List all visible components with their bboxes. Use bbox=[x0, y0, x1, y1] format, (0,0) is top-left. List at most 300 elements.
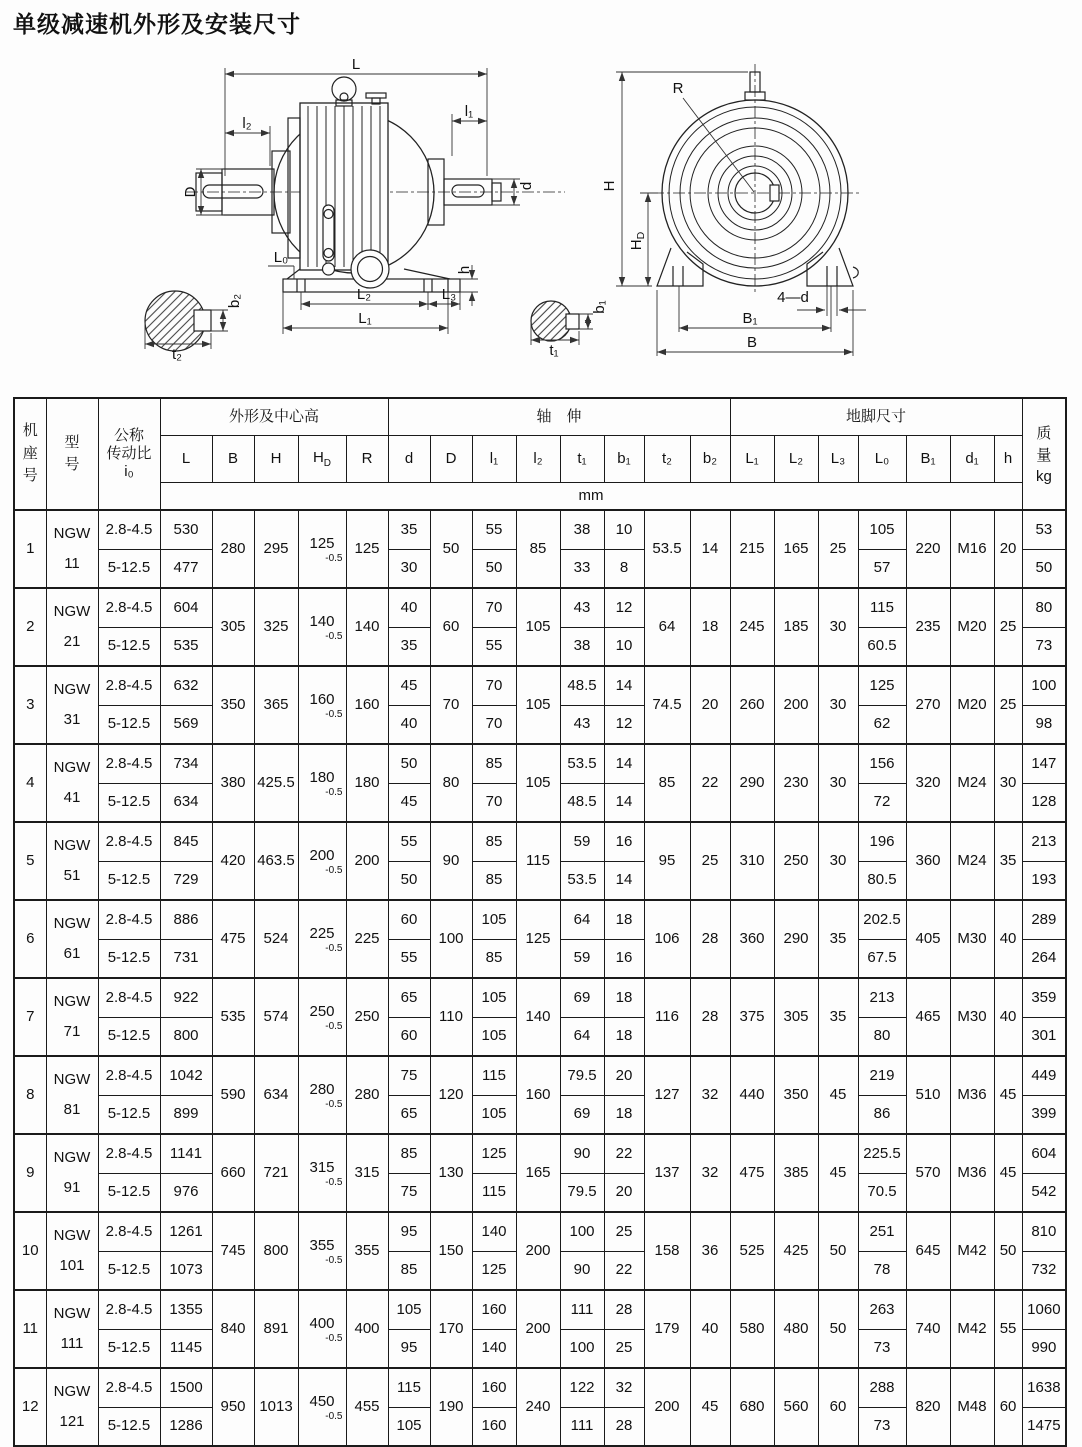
cell-L0-bottom: 70.5 bbox=[858, 1173, 906, 1212]
cell-L-bottom: 731 bbox=[160, 939, 212, 978]
cell-L2: 560 bbox=[774, 1368, 818, 1446]
col-header-l1: l₁ bbox=[472, 436, 516, 483]
cell-t2: 85 bbox=[644, 744, 690, 822]
cell-HD: 280 -0.5 bbox=[298, 1056, 346, 1134]
cell-ratio-top: 2.8-4.5 bbox=[98, 1290, 160, 1329]
cell-d-top: 95 bbox=[388, 1212, 430, 1251]
cell-H: 524 bbox=[254, 900, 298, 978]
cell-D: 50 bbox=[430, 510, 472, 588]
cell-t1-bottom: 69 bbox=[560, 1095, 604, 1134]
cell-d-bottom: 30 bbox=[388, 549, 430, 588]
cell-L2: 385 bbox=[774, 1134, 818, 1212]
cell-d-top: 55 bbox=[388, 822, 430, 861]
col-header-mass: 质量 kg bbox=[1022, 398, 1066, 510]
dim-label-t2: t₂ bbox=[172, 346, 182, 363]
cell-ratio-top: 2.8-4.5 bbox=[98, 510, 160, 549]
col-header-b1: b₁ bbox=[604, 436, 644, 483]
cell-B: 660 bbox=[212, 1134, 254, 1212]
cell-D: 90 bbox=[430, 822, 472, 900]
cell-L0-bottom: 78 bbox=[858, 1251, 906, 1290]
cell-B: 280 bbox=[212, 510, 254, 588]
col-header-L2: L₂ bbox=[774, 436, 818, 483]
dim-label-l2: l₂ bbox=[242, 115, 252, 132]
cell-l1-bottom: 85 bbox=[472, 939, 516, 978]
cell-L-bottom: 1073 bbox=[160, 1251, 212, 1290]
cell-ratio-top: 2.8-4.5 bbox=[98, 666, 160, 705]
cell-ratio-bottom: 5-12.5 bbox=[98, 1251, 160, 1290]
cell-h: 40 bbox=[994, 978, 1022, 1056]
cell-frame: 7 bbox=[14, 978, 46, 1056]
cell-L-bottom: 569 bbox=[160, 705, 212, 744]
cell-frame: 10 bbox=[14, 1212, 46, 1290]
cell-B1: 270 bbox=[906, 666, 950, 744]
cell-l1-top: 70 bbox=[472, 666, 516, 705]
cell-ratio-top: 2.8-4.5 bbox=[98, 1134, 160, 1173]
cell-b1-bottom: 10 bbox=[604, 627, 644, 666]
cell-H: 800 bbox=[254, 1212, 298, 1290]
cell-mass-bottom: 98 bbox=[1022, 705, 1066, 744]
cell-d-top: 60 bbox=[388, 900, 430, 939]
cell-mass-top: 1060 bbox=[1022, 1290, 1066, 1329]
cell-B: 840 bbox=[212, 1290, 254, 1368]
cell-L0-top: 115 bbox=[858, 588, 906, 627]
cell-d-bottom: 45 bbox=[388, 783, 430, 822]
cell-L-top: 886 bbox=[160, 900, 212, 939]
dim-label-L0: L₀ bbox=[273, 249, 289, 266]
cell-model: NGW 41 bbox=[46, 744, 98, 822]
group-header-foundation: 地脚尺寸 bbox=[730, 398, 1022, 436]
cell-ratio-bottom: 5-12.5 bbox=[98, 1329, 160, 1368]
cell-h: 25 bbox=[994, 666, 1022, 744]
cell-l2: 105 bbox=[516, 744, 560, 822]
lifting-eye-icon bbox=[332, 77, 356, 101]
cell-l2: 160 bbox=[516, 1056, 560, 1134]
cell-b1-bottom: 14 bbox=[604, 783, 644, 822]
cell-b1-bottom: 28 bbox=[604, 1407, 644, 1446]
cell-t1-top: 69 bbox=[560, 978, 604, 1017]
cell-h: 40 bbox=[994, 900, 1022, 978]
cell-D: 130 bbox=[430, 1134, 472, 1212]
cell-d1: M30 bbox=[950, 900, 994, 978]
cell-l2: 115 bbox=[516, 822, 560, 900]
cell-b2: 18 bbox=[690, 588, 730, 666]
col-header-R: R bbox=[346, 436, 388, 483]
cell-L0-top: 156 bbox=[858, 744, 906, 783]
cell-d1: M24 bbox=[950, 744, 994, 822]
dim-label-R: R bbox=[672, 80, 684, 97]
cell-mass-bottom: 1475 bbox=[1022, 1407, 1066, 1446]
dim-label-t1: t₁ bbox=[549, 342, 559, 359]
cell-d1: M36 bbox=[950, 1056, 994, 1134]
cell-h: 50 bbox=[994, 1212, 1022, 1290]
cell-b2: 32 bbox=[690, 1134, 730, 1212]
cell-L0-top: 219 bbox=[858, 1056, 906, 1095]
cell-t1-top: 100 bbox=[560, 1212, 604, 1251]
cell-frame: 3 bbox=[14, 666, 46, 744]
cell-L1: 360 bbox=[730, 900, 774, 978]
cell-d-bottom: 75 bbox=[388, 1173, 430, 1212]
dim-label-B: B bbox=[746, 334, 758, 351]
col-header-d: d bbox=[388, 436, 430, 483]
cell-d1: M30 bbox=[950, 978, 994, 1056]
cell-l1-bottom: 105 bbox=[472, 1017, 516, 1056]
cell-mass-bottom: 50 bbox=[1022, 549, 1066, 588]
cell-b1-top: 10 bbox=[604, 510, 644, 549]
cell-ratio-bottom: 5-12.5 bbox=[98, 1173, 160, 1212]
cell-ratio-bottom: 5-12.5 bbox=[98, 1407, 160, 1446]
cell-ratio-top: 2.8-4.5 bbox=[98, 900, 160, 939]
cell-mass-bottom: 399 bbox=[1022, 1095, 1066, 1134]
cell-B1: 510 bbox=[906, 1056, 950, 1134]
cell-L0-bottom: 57 bbox=[858, 549, 906, 588]
cell-model: NGW 11 bbox=[46, 510, 98, 588]
cell-l1-top: 105 bbox=[472, 900, 516, 939]
cell-t2: 179 bbox=[644, 1290, 690, 1368]
cell-mass-top: 449 bbox=[1022, 1056, 1066, 1095]
col-header-model: 型号 bbox=[46, 398, 98, 510]
cell-L3: 45 bbox=[818, 1056, 858, 1134]
cell-B1: 820 bbox=[906, 1368, 950, 1446]
cell-B: 305 bbox=[212, 588, 254, 666]
cell-L0-bottom: 62 bbox=[858, 705, 906, 744]
cell-L-top: 632 bbox=[160, 666, 212, 705]
col-header-B1: B₁ bbox=[906, 436, 950, 483]
cell-ratio-top: 2.8-4.5 bbox=[98, 1056, 160, 1095]
dim-label-H: H bbox=[601, 180, 618, 192]
dim-label-B1: B₁ bbox=[742, 310, 758, 327]
dim-label-d: d bbox=[518, 181, 535, 191]
cell-L3: 30 bbox=[818, 744, 858, 822]
cell-B: 380 bbox=[212, 744, 254, 822]
cell-d1: M42 bbox=[950, 1212, 994, 1290]
cell-frame: 2 bbox=[14, 588, 46, 666]
cell-L-top: 1500 bbox=[160, 1368, 212, 1407]
cell-ratio-bottom: 5-12.5 bbox=[98, 549, 160, 588]
side-view-drawing bbox=[186, 77, 565, 292]
cell-B1: 645 bbox=[906, 1212, 950, 1290]
cell-L2: 480 bbox=[774, 1290, 818, 1368]
cell-L2: 200 bbox=[774, 666, 818, 744]
cell-mass-bottom: 542 bbox=[1022, 1173, 1066, 1212]
cell-b1-top: 28 bbox=[604, 1290, 644, 1329]
dim-label-L: L bbox=[351, 56, 361, 73]
unit-row: mm bbox=[160, 483, 1022, 511]
cell-l1-top: 125 bbox=[472, 1134, 516, 1173]
cell-L2: 165 bbox=[774, 510, 818, 588]
cell-b2: 22 bbox=[690, 744, 730, 822]
cell-b1-bottom: 8 bbox=[604, 549, 644, 588]
cell-L0-bottom: 86 bbox=[858, 1095, 906, 1134]
cell-t2: 200 bbox=[644, 1368, 690, 1446]
cell-HD: 200 -0.5 bbox=[298, 822, 346, 900]
cell-b1-top: 16 bbox=[604, 822, 644, 861]
cell-B1: 360 bbox=[906, 822, 950, 900]
cell-b2: 28 bbox=[690, 900, 730, 978]
cell-D: 80 bbox=[430, 744, 472, 822]
cell-L0-bottom: 60.5 bbox=[858, 627, 906, 666]
cell-t2: 137 bbox=[644, 1134, 690, 1212]
cell-b2: 36 bbox=[690, 1212, 730, 1290]
cell-L-bottom: 535 bbox=[160, 627, 212, 666]
cell-ratio-bottom: 5-12.5 bbox=[98, 1017, 160, 1056]
cell-h: 30 bbox=[994, 744, 1022, 822]
cell-ratio-bottom: 5-12.5 bbox=[98, 1095, 160, 1134]
cell-b2: 45 bbox=[690, 1368, 730, 1446]
cell-b1-bottom: 22 bbox=[604, 1251, 644, 1290]
cell-D: 110 bbox=[430, 978, 472, 1056]
cell-b2: 14 bbox=[690, 510, 730, 588]
cell-l1-top: 70 bbox=[472, 588, 516, 627]
cell-d-bottom: 55 bbox=[388, 939, 430, 978]
cell-d1: M20 bbox=[950, 588, 994, 666]
cell-b2: 25 bbox=[690, 822, 730, 900]
cell-t1-top: 53.5 bbox=[560, 744, 604, 783]
cell-L1: 260 bbox=[730, 666, 774, 744]
cell-b1-bottom: 25 bbox=[604, 1329, 644, 1368]
cell-t1-bottom: 38 bbox=[560, 627, 604, 666]
cell-b2: 40 bbox=[690, 1290, 730, 1368]
cell-d-bottom: 60 bbox=[388, 1017, 430, 1056]
cell-L-top: 845 bbox=[160, 822, 212, 861]
col-header-h: h bbox=[994, 436, 1022, 483]
cell-frame: 11 bbox=[14, 1290, 46, 1368]
cell-mass-top: 213 bbox=[1022, 822, 1066, 861]
cell-b1-top: 18 bbox=[604, 900, 644, 939]
cell-L3: 45 bbox=[818, 1134, 858, 1212]
cell-model: NGW 91 bbox=[46, 1134, 98, 1212]
col-header-b2: b₂ bbox=[690, 436, 730, 483]
cell-mass-bottom: 301 bbox=[1022, 1017, 1066, 1056]
cell-l1-top: 160 bbox=[472, 1368, 516, 1407]
cell-HD: 450 -0.5 bbox=[298, 1368, 346, 1446]
cell-t1-top: 79.5 bbox=[560, 1056, 604, 1095]
col-header-D: D bbox=[430, 436, 472, 483]
cell-b1-bottom: 18 bbox=[604, 1017, 644, 1056]
cell-ratio-bottom: 5-12.5 bbox=[98, 783, 160, 822]
cell-L0-top: 105 bbox=[858, 510, 906, 549]
cell-b1-top: 12 bbox=[604, 588, 644, 627]
cell-mass-top: 359 bbox=[1022, 978, 1066, 1017]
cell-H: 365 bbox=[254, 666, 298, 744]
cell-L3: 60 bbox=[818, 1368, 858, 1446]
dim-label-b2: b₂ bbox=[226, 293, 243, 309]
cell-l1-bottom: 55 bbox=[472, 627, 516, 666]
cell-H: 891 bbox=[254, 1290, 298, 1368]
cell-L-top: 530 bbox=[160, 510, 212, 549]
cell-ratio-top: 2.8-4.5 bbox=[98, 744, 160, 783]
cell-model: NGW 111 bbox=[46, 1290, 98, 1368]
cell-L0-bottom: 80.5 bbox=[858, 861, 906, 900]
cell-d-bottom: 105 bbox=[388, 1407, 430, 1446]
cell-mass-bottom: 264 bbox=[1022, 939, 1066, 978]
cell-L3: 50 bbox=[818, 1290, 858, 1368]
technical-drawings bbox=[0, 38, 1082, 393]
cell-L2: 230 bbox=[774, 744, 818, 822]
cell-L0-bottom: 73 bbox=[858, 1329, 906, 1368]
cell-H: 634 bbox=[254, 1056, 298, 1134]
cell-frame: 1 bbox=[14, 510, 46, 588]
cell-l1-top: 115 bbox=[472, 1056, 516, 1095]
cell-B1: 570 bbox=[906, 1134, 950, 1212]
cell-mass-top: 1638 bbox=[1022, 1368, 1066, 1407]
dim-label-l1: l₁ bbox=[464, 103, 474, 120]
table-body bbox=[14, 510, 1066, 1446]
col-header-HD: $H_D$ bbox=[298, 436, 346, 483]
cell-b1-top: 22 bbox=[604, 1134, 644, 1173]
cell-HD: 180 -0.5 bbox=[298, 744, 346, 822]
cell-l2: 240 bbox=[516, 1368, 560, 1446]
cell-frame: 8 bbox=[14, 1056, 46, 1134]
cell-L2: 290 bbox=[774, 900, 818, 978]
cell-t2: 64 bbox=[644, 588, 690, 666]
cell-L-top: 1261 bbox=[160, 1212, 212, 1251]
cell-d-bottom: 85 bbox=[388, 1251, 430, 1290]
cell-L1: 310 bbox=[730, 822, 774, 900]
cell-B1: 740 bbox=[906, 1290, 950, 1368]
cell-d1: M36 bbox=[950, 1134, 994, 1212]
cell-ratio-top: 2.8-4.5 bbox=[98, 822, 160, 861]
cell-l2: 105 bbox=[516, 588, 560, 666]
col-header-l2: l₂ bbox=[516, 436, 560, 483]
cell-L2: 350 bbox=[774, 1056, 818, 1134]
cell-t1-top: 48.5 bbox=[560, 666, 604, 705]
cell-d-top: 85 bbox=[388, 1134, 430, 1173]
cell-L3: 30 bbox=[818, 666, 858, 744]
cell-l1-top: 140 bbox=[472, 1212, 516, 1251]
cell-L-bottom: 634 bbox=[160, 783, 212, 822]
cell-d-top: 45 bbox=[388, 666, 430, 705]
cell-L-bottom: 800 bbox=[160, 1017, 212, 1056]
cell-L0-bottom: 72 bbox=[858, 783, 906, 822]
cell-HD: 125 -0.5 bbox=[298, 510, 346, 588]
cell-mass-bottom: 732 bbox=[1022, 1251, 1066, 1290]
cell-ratio-bottom: 5-12.5 bbox=[98, 705, 160, 744]
cell-L1: 215 bbox=[730, 510, 774, 588]
cell-model: NGW 21 bbox=[46, 588, 98, 666]
cell-model: NGW 121 bbox=[46, 1368, 98, 1446]
cell-t2: 74.5 bbox=[644, 666, 690, 744]
cell-frame: 6 bbox=[14, 900, 46, 978]
cell-l2: 165 bbox=[516, 1134, 560, 1212]
cell-l1-top: 85 bbox=[472, 822, 516, 861]
oil-gauge-icon bbox=[323, 205, 334, 261]
cell-t1-bottom: 53.5 bbox=[560, 861, 604, 900]
cell-l1-top: 105 bbox=[472, 978, 516, 1017]
cell-R: 400 bbox=[346, 1290, 388, 1368]
cell-b1-top: 25 bbox=[604, 1212, 644, 1251]
cell-B: 420 bbox=[212, 822, 254, 900]
cell-b1-bottom: 20 bbox=[604, 1173, 644, 1212]
cell-l1-bottom: 160 bbox=[472, 1407, 516, 1446]
cell-L0-bottom: 73 bbox=[858, 1407, 906, 1446]
cell-d1: M24 bbox=[950, 822, 994, 900]
cell-l1-bottom: 70 bbox=[472, 705, 516, 744]
cell-t1-bottom: 33 bbox=[560, 549, 604, 588]
cell-ratio-bottom: 5-12.5 bbox=[98, 939, 160, 978]
cell-L0-top: 125 bbox=[858, 666, 906, 705]
cell-d-bottom: 40 bbox=[388, 705, 430, 744]
cell-l2: 200 bbox=[516, 1290, 560, 1368]
cell-t1-top: 111 bbox=[560, 1290, 604, 1329]
cell-h: 45 bbox=[994, 1056, 1022, 1134]
cell-b1-top: 32 bbox=[604, 1368, 644, 1407]
cell-b2: 20 bbox=[690, 666, 730, 744]
cell-mass-top: 100 bbox=[1022, 666, 1066, 705]
cell-d-top: 50 bbox=[388, 744, 430, 783]
cell-mass-bottom: 73 bbox=[1022, 627, 1066, 666]
cell-L1: 375 bbox=[730, 978, 774, 1056]
col-header-t1: t₁ bbox=[560, 436, 604, 483]
dim-label-h: h bbox=[456, 265, 473, 275]
cell-HD: 400 -0.5 bbox=[298, 1290, 346, 1368]
cell-b1-top: 20 bbox=[604, 1056, 644, 1095]
cell-B: 350 bbox=[212, 666, 254, 744]
cell-B1: 405 bbox=[906, 900, 950, 978]
cell-B: 745 bbox=[212, 1212, 254, 1290]
cell-R: 250 bbox=[346, 978, 388, 1056]
cell-t1-top: 59 bbox=[560, 822, 604, 861]
cell-l1-bottom: 105 bbox=[472, 1095, 516, 1134]
cell-L-top: 1355 bbox=[160, 1290, 212, 1329]
dim-label-D: D bbox=[182, 186, 199, 198]
cell-L0-top: 288 bbox=[858, 1368, 906, 1407]
cell-L1: 440 bbox=[730, 1056, 774, 1134]
shaft-section-b1t1 bbox=[531, 301, 579, 341]
group-header-shaft: 轴 伸 bbox=[388, 398, 730, 436]
col-header-L3: L₃ bbox=[818, 436, 858, 483]
cell-L2: 425 bbox=[774, 1212, 818, 1290]
cell-h: 45 bbox=[994, 1134, 1022, 1212]
cell-L0-bottom: 67.5 bbox=[858, 939, 906, 978]
cell-t1-bottom: 90 bbox=[560, 1251, 604, 1290]
cell-HD: 225 -0.5 bbox=[298, 900, 346, 978]
dim-label-L3: L₃ bbox=[441, 286, 457, 303]
cell-t2: 116 bbox=[644, 978, 690, 1056]
cell-b1-top: 14 bbox=[604, 666, 644, 705]
cell-l1-bottom: 70 bbox=[472, 783, 516, 822]
cell-model: NGW 31 bbox=[46, 666, 98, 744]
dimension-lines bbox=[145, 68, 866, 356]
cell-l1-top: 55 bbox=[472, 510, 516, 549]
cell-t1-bottom: 111 bbox=[560, 1407, 604, 1446]
cell-D: 120 bbox=[430, 1056, 472, 1134]
cell-L2: 305 bbox=[774, 978, 818, 1056]
cell-B1: 220 bbox=[906, 510, 950, 588]
cell-R: 200 bbox=[346, 822, 388, 900]
cell-D: 60 bbox=[430, 588, 472, 666]
cell-mass-bottom: 193 bbox=[1022, 861, 1066, 900]
cell-d-top: 115 bbox=[388, 1368, 430, 1407]
cell-ratio-bottom: 5-12.5 bbox=[98, 627, 160, 666]
cell-L0-top: 251 bbox=[858, 1212, 906, 1251]
dim-label-L1: L₁ bbox=[358, 310, 372, 327]
col-header-d1: d₁ bbox=[950, 436, 994, 483]
cell-L3: 30 bbox=[818, 588, 858, 666]
cell-L-bottom: 729 bbox=[160, 861, 212, 900]
cell-d-top: 35 bbox=[388, 510, 430, 549]
cell-t1-bottom: 43 bbox=[560, 705, 604, 744]
cell-frame: 4 bbox=[14, 744, 46, 822]
cell-t1-top: 64 bbox=[560, 900, 604, 939]
cell-t1-top: 43 bbox=[560, 588, 604, 627]
cell-L1: 525 bbox=[730, 1212, 774, 1290]
cell-l1-top: 85 bbox=[472, 744, 516, 783]
cell-l2: 85 bbox=[516, 510, 560, 588]
cell-HD: 140 -0.5 bbox=[298, 588, 346, 666]
cell-b1-top: 18 bbox=[604, 978, 644, 1017]
cell-R: 160 bbox=[346, 666, 388, 744]
cell-L1: 475 bbox=[730, 1134, 774, 1212]
